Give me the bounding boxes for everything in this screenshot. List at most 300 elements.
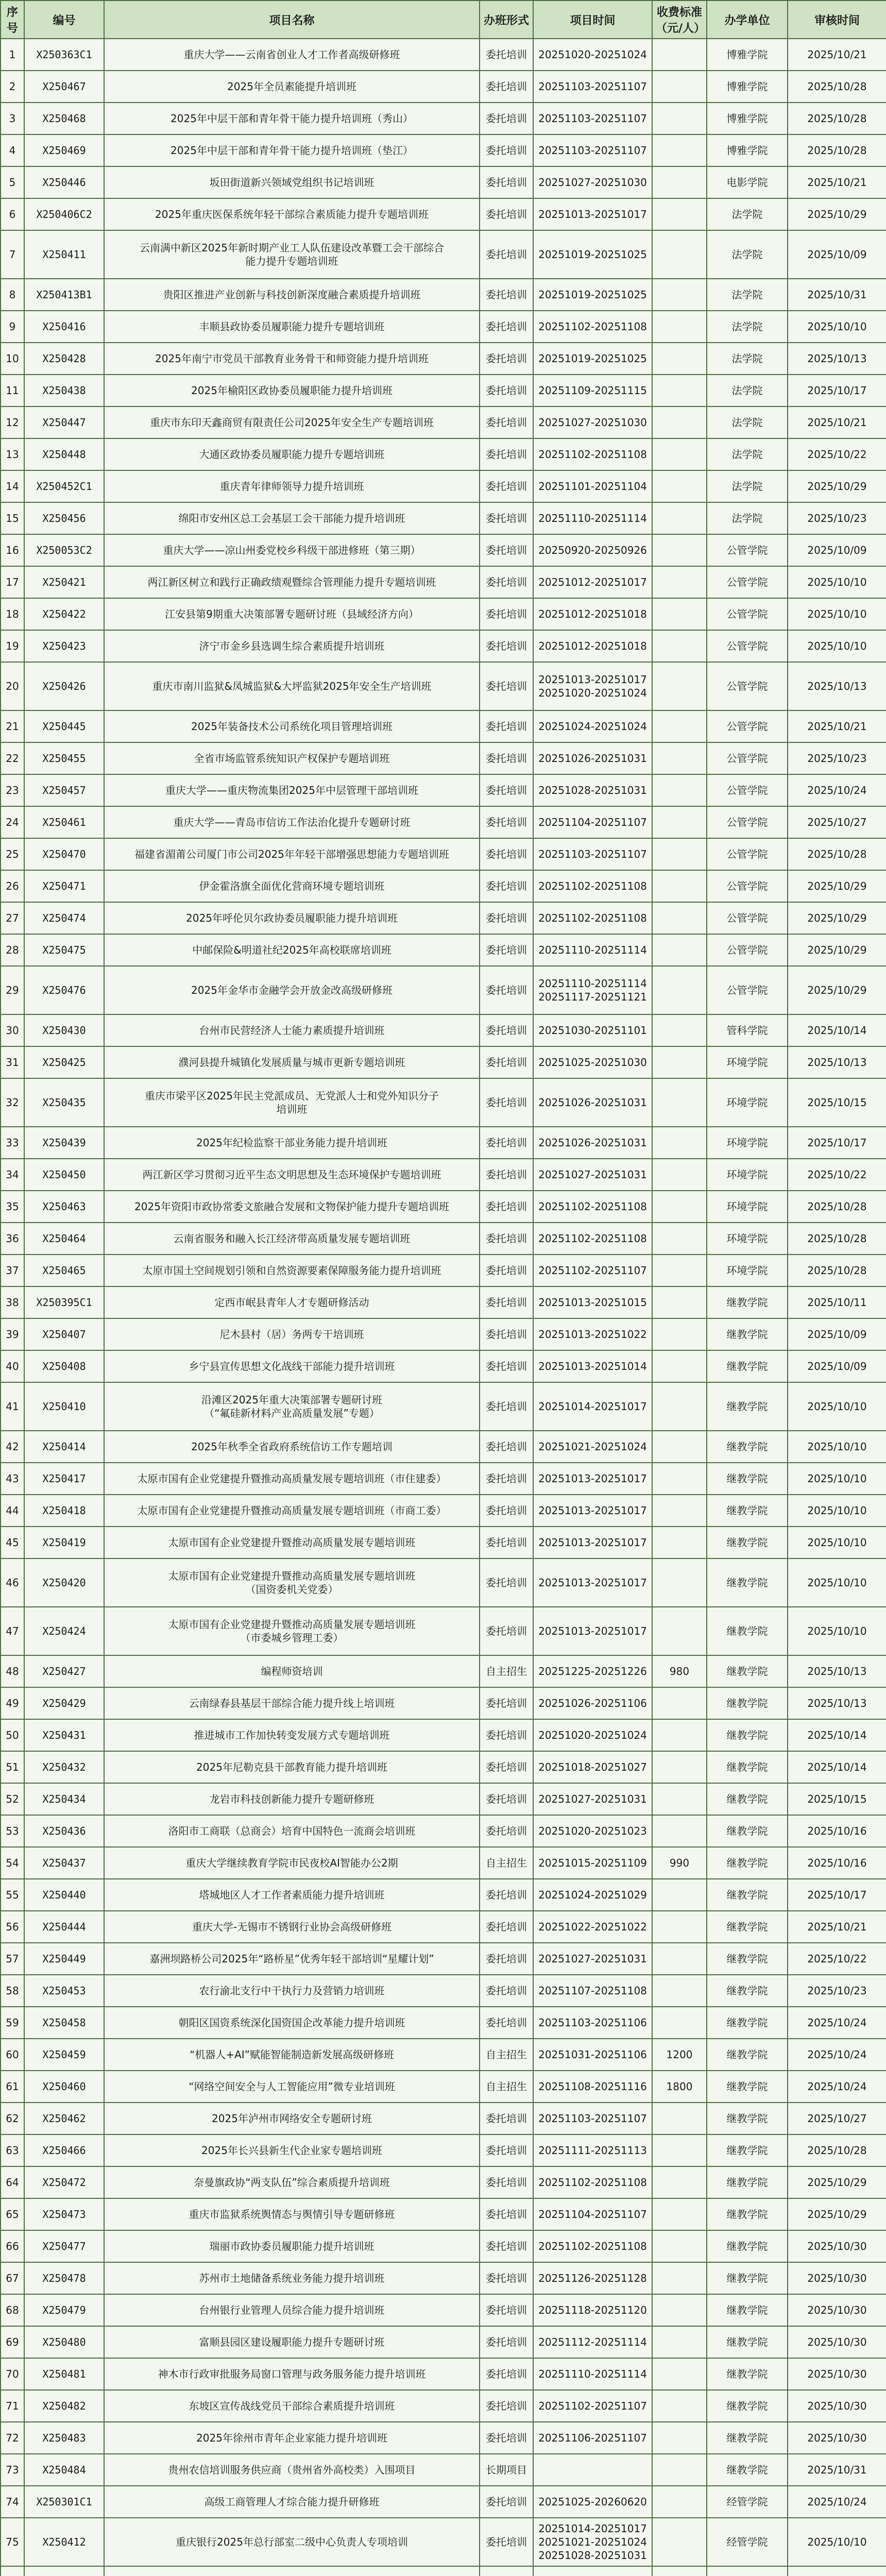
cell-unit: 继教学院 (707, 2422, 788, 2454)
cell-project-name: 重庆市南川监狱&凤城监狱&大坪监狱2025年安全生产培训班 (104, 662, 480, 710)
cell-unit: 环境学院 (707, 1078, 788, 1127)
cell-unit: 公管学院 (707, 774, 788, 806)
cell-index: 51 (1, 1751, 24, 1783)
cell-code: X250301C1 (24, 2486, 104, 2518)
cell-index: 55 (1, 1879, 24, 1911)
table-row (1, 1607, 886, 1655)
cell-code: X250423 (24, 630, 104, 662)
cell-project-name: 重庆市东印天鑫商贸有限责任公司2025年安全生产专题培训班 (104, 406, 480, 438)
cell-unit: 继教学院 (707, 2326, 788, 2358)
cell-review-date: 2025/10/29 (788, 966, 886, 1014)
cell-period: 20251014-20251017 (533, 1382, 652, 1431)
cell-fee (652, 2454, 707, 2486)
cell-format: 委托培训 (480, 1255, 533, 1286)
cell-review-date (788, 2566, 886, 2576)
cell-unit: 环境学院 (707, 1159, 788, 1191)
cell-index: 28 (1, 934, 24, 966)
cell-review-date: 2025/10/10 (788, 598, 886, 630)
cell-index: 68 (1, 2294, 24, 2326)
cell-period: 20251013-20251017 (533, 1607, 652, 1655)
cell-fee (652, 934, 707, 966)
cell-format: 委托培训 (480, 1286, 533, 1318)
table-row (1, 1191, 886, 1223)
cell-fee (652, 1223, 707, 1255)
cell-project-name: 重庆大学——凉山州委党校乡科级干部进修班（第三期） (104, 534, 480, 566)
cell-fee (652, 2007, 707, 2039)
cell-period: 20251021-20251024 (533, 1431, 652, 1463)
cell-unit: 博雅学院 (707, 134, 788, 166)
cell-code: X250412 (24, 2518, 104, 2566)
cell-format: 委托培训 (480, 1527, 533, 1558)
cell-review-date: 2025/10/24 (788, 2486, 886, 2518)
cell-project-name: 云南满中新区2025年新时期产业工人队伍建设改革暨工会干部综合 能力提升专题培训班 (104, 230, 480, 279)
cell-review-date: 2025/10/10 (788, 630, 886, 662)
cell-fee (652, 2294, 707, 2326)
cell-fee: 1200 (652, 2039, 707, 2071)
cell-project-name: 2025年装备技术公司系统化项目管理培训班 (104, 710, 480, 742)
cell-format: 委托培训 (480, 166, 533, 198)
cell-period: 20251102-20251108 (533, 902, 652, 934)
cell-format: 自主招生 (480, 1655, 533, 1687)
cell-code: X250411 (24, 230, 104, 279)
cell-index: 24 (1, 806, 24, 838)
cell-unit: 公管学院 (707, 534, 788, 566)
cell-index: 7 (1, 230, 24, 279)
header-index: 序号 (1, 1, 24, 39)
cell-format: 委托培训 (480, 838, 533, 870)
cell-project-name: 神木市行政审批服务局窗口管理与政务服务能力提升培训班 (104, 2358, 480, 2390)
cell-fee (652, 2422, 707, 2454)
table-row (1, 2134, 886, 2166)
cell-code: X250422 (24, 598, 104, 630)
cell-index: 44 (1, 1495, 24, 1527)
cell-code: X250439 (24, 1127, 104, 1159)
cell-fee (652, 470, 707, 502)
cell-project-name: “机器人+AI”赋能智能制造新发展高级研修班 (104, 2039, 480, 2071)
cell-index: 53 (1, 1815, 24, 1847)
table-row (1, 2071, 886, 2103)
cell-period: 20251103-20251107 (533, 134, 652, 166)
cell-code: X250475 (24, 934, 104, 966)
cell-review-date: 2025/10/28 (788, 1191, 886, 1223)
table-row (1, 966, 886, 1014)
cell-unit: 管科学院 (707, 1014, 788, 1046)
cell-format: 委托培训 (480, 134, 533, 166)
cell-period: 20251012-20251018 (533, 598, 652, 630)
cell-fee (652, 1719, 707, 1751)
cell-unit: 继教学院 (707, 1847, 788, 1879)
cell-code: X250428 (24, 343, 104, 375)
cell-format: 委托培训 (480, 1751, 533, 1783)
cell-format: 委托培训 (480, 343, 533, 375)
cell-code: X250480 (24, 2326, 104, 2358)
table-row (1, 1159, 886, 1191)
table-row (1, 2486, 886, 2518)
cell-period: 20251102-20251107 (533, 1255, 652, 1286)
cell-index: 15 (1, 502, 24, 534)
header-format: 办班形式 (480, 1, 533, 39)
cell-format: 委托培训 (480, 279, 533, 311)
cell-code: X250479 (24, 2294, 104, 2326)
cell-period: 20251026-20251106 (533, 1687, 652, 1719)
cell-code: X250481 (24, 2358, 104, 2390)
cell-period: 20251104-20251107 (533, 2198, 652, 2230)
cell-period: 20251028-20251031 (533, 774, 652, 806)
cell-review-date: 2025/10/17 (788, 1127, 886, 1159)
cell-code: X250053C2 (24, 534, 104, 566)
cell-unit: 公管学院 (707, 630, 788, 662)
table-row (1, 1463, 886, 1495)
cell-period: 20251108-20251116 (533, 2071, 652, 2103)
cell-index: 74 (1, 2486, 24, 2518)
cell-fee (652, 566, 707, 598)
cell-fee (652, 406, 707, 438)
cell-review-date: 2025/10/17 (788, 1879, 886, 1911)
cell-format: 委托培训 (480, 1127, 533, 1159)
cell-review-date: 2025/10/09 (788, 230, 886, 279)
cell-project-name: 重庆大学——云南省创业人才工作者高级研修班 (104, 39, 480, 71)
cell-period: 20251110-20251114 20251117-20251121 (533, 966, 652, 1014)
cell-project-name: 伊金霍洛旗全面优化营商环境专题培训班 (104, 870, 480, 902)
table-row (1, 1879, 886, 1911)
cell-project-name: 云南绿春县基层干部综合能力提升线上培训班 (104, 1687, 480, 1719)
cell-index: 21 (1, 710, 24, 742)
cell-format: 委托培训 (480, 2326, 533, 2358)
cell-period: 20251102-20251108 (533, 311, 652, 343)
cell-review-date: 2025/10/30 (788, 2294, 886, 2326)
cell-project-name: 贵阳区推进产业创新与科技创新深度融合素质提升培训班 (104, 279, 480, 311)
cell-format: 委托培训 (480, 1382, 533, 1431)
cell-index: 1 (1, 39, 24, 71)
cell-format: 委托培训 (480, 870, 533, 902)
cell-review-date: 2025/10/24 (788, 2071, 886, 2103)
cell-review-date: 2025/10/30 (788, 2326, 886, 2358)
cell-format: 委托培训 (480, 966, 533, 1014)
cell-index: 69 (1, 2326, 24, 2358)
cell-format: 委托培训 (480, 566, 533, 598)
cell-project-name: 2025年中层干部和青年骨干能力提升培训班（秀山） (104, 103, 480, 134)
cell-period: 20251024-20251029 (533, 1879, 652, 1911)
cell-fee (652, 375, 707, 406)
cell-fee (652, 2486, 707, 2518)
cell-format: 委托培训 (480, 1815, 533, 1847)
cell-code (24, 2566, 104, 2576)
cell-unit: 继教学院 (707, 1463, 788, 1495)
table-row (1, 438, 886, 470)
cell-code: X250461 (24, 806, 104, 838)
cell-review-date: 2025/10/13 (788, 1046, 886, 1078)
cell-review-date: 2025/10/30 (788, 2262, 886, 2294)
cell-format: 委托培训 (480, 742, 533, 774)
cell-review-date: 2025/10/28 (788, 838, 886, 870)
table-row (1, 1431, 886, 1463)
table-row (1, 1783, 886, 1815)
cell-period: 20251027-20251031 (533, 1943, 652, 1975)
cell-format: 委托培训 (480, 1911, 533, 1943)
cell-fee (652, 2230, 707, 2262)
cell-unit: 继教学院 (707, 2358, 788, 2390)
cell-project-name: 台州银行业管理人员综合能力提升培训班 (104, 2294, 480, 2326)
cell-fee (652, 2262, 707, 2294)
cell-code: X250482 (24, 2390, 104, 2422)
cell-code: X250469 (24, 134, 104, 166)
cell-index: 43 (1, 1463, 24, 1495)
cell-index: 65 (1, 2198, 24, 2230)
cell-project-name: 重庆大学-无锡市不锈钢行业协会高级研修班 (104, 1911, 480, 1943)
cell-index: 16 (1, 534, 24, 566)
cell-review-date: 2025/10/21 (788, 39, 886, 71)
cell-unit: 公管学院 (707, 966, 788, 1014)
cell-index: 30 (1, 1014, 24, 1046)
cell-fee (652, 1687, 707, 1719)
cell-index: 36 (1, 1223, 24, 1255)
cell-format: 委托培训 (480, 1350, 533, 1382)
cell-fee (652, 1078, 707, 1127)
table-row (1, 1527, 886, 1558)
cell-format: 委托培训 (480, 662, 533, 710)
table-row (1, 742, 886, 774)
table-row (1, 470, 886, 502)
cell-code: X250452C1 (24, 470, 104, 502)
cell-format: 委托培训 (480, 1495, 533, 1527)
cell-project-name: 2025年长兴县新生代企业家专题培训班 (104, 2134, 480, 2166)
cell-unit: 公管学院 (707, 838, 788, 870)
cell-format: 委托培训 (480, 438, 533, 470)
cell-review-date: 2025/10/23 (788, 502, 886, 534)
table-row (1, 1943, 886, 1975)
cell-fee (652, 1527, 707, 1558)
cell-index: 46 (1, 1558, 24, 1607)
cell-review-date: 2025/10/10 (788, 1607, 886, 1655)
cell-review-date: 2025/10/13 (788, 343, 886, 375)
table-row (1, 1751, 886, 1783)
cell-review-date: 2025/10/29 (788, 934, 886, 966)
cell-unit: 法学院 (707, 311, 788, 343)
cell-review-date: 2025/10/22 (788, 1943, 886, 1975)
cell-unit: 继教学院 (707, 1815, 788, 1847)
cell-project-name: 龙岩市科技创新能力提升专题研修班 (104, 1783, 480, 1815)
cell-format: 委托培训 (480, 39, 533, 71)
cell-format: 委托培训 (480, 2390, 533, 2422)
cell-project-name: 濮河县提升城镇化发展质量与城市更新专题培训班 (104, 1046, 480, 1078)
cell-format: 委托培训 (480, 598, 533, 630)
table-row (1, 39, 886, 71)
cell-code: X250408 (24, 1350, 104, 1382)
cell-code: X250440 (24, 1879, 104, 1911)
cell-format: 委托培训 (480, 1318, 533, 1350)
cell-review-date: 2025/10/24 (788, 2007, 886, 2039)
table-row (1, 1719, 886, 1751)
cell-project-name: 2025年南宁市党员干部教育业务骨干和师资能力提升培训班 (104, 343, 480, 375)
cell-fee (652, 1014, 707, 1046)
cell-unit: 法学院 (707, 198, 788, 230)
table-row (1, 375, 886, 406)
header-fee: 收费标准（元/人） (652, 1, 707, 39)
cell-review-date: 2025/10/22 (788, 1159, 886, 1191)
cell-unit: 环境学院 (707, 1223, 788, 1255)
cell-fee (652, 1431, 707, 1463)
cell-review-date: 2025/10/29 (788, 198, 886, 230)
cell-fee (652, 2326, 707, 2358)
cell-unit: 博雅学院 (707, 103, 788, 134)
cell-unit: 公管学院 (707, 806, 788, 838)
cell-unit: 继教学院 (707, 2166, 788, 2198)
cell-unit: 继教学院 (707, 2230, 788, 2262)
cell-review-date: 2025/10/28 (788, 103, 886, 134)
table-row (1, 2103, 886, 2134)
cell-code: X250472 (24, 2166, 104, 2198)
cell-unit: 公管学院 (707, 662, 788, 710)
cell-code: X250478 (24, 2262, 104, 2294)
cell-period (533, 2566, 652, 2576)
cell-period: 20251103-20251107 (533, 103, 652, 134)
table-row (1, 1975, 886, 2007)
cell-format: 委托培训 (480, 1687, 533, 1719)
cell-project-name: 太原市国有企业党建提升暨推动高质量发展专题培训班（市商工委） (104, 1495, 480, 1527)
cell-period: 20251106-20251107 (533, 2422, 652, 2454)
cell-unit: 继教学院 (707, 1943, 788, 1975)
cell-project-name: 富顺县园区建设履职能力提升专题研讨班 (104, 2326, 480, 2358)
cell-index: 41 (1, 1382, 24, 1431)
cell-index: 13 (1, 438, 24, 470)
cell-index: 48 (1, 1655, 24, 1687)
cell-period: 20251024-20251024 (533, 710, 652, 742)
cell-format: 委托培训 (480, 406, 533, 438)
table-row (1, 2422, 886, 2454)
table-row (1, 806, 886, 838)
cell-fee (652, 838, 707, 870)
cell-project-name: 沿滩区2025年重大决策部署专题研讨班 （“氟硅新材料产业高质量发展”专题） (104, 1382, 480, 1431)
cell-period: 20251102-20251108 (533, 2166, 652, 2198)
cell-index: 70 (1, 2358, 24, 2390)
table-row (1, 406, 886, 438)
cell-format: 委托培训 (480, 902, 533, 934)
table-row (1, 166, 886, 198)
cell-project-name: 重庆大学——青岛市信访工作法治化提升专题研讨班 (104, 806, 480, 838)
cell-code: X250468 (24, 103, 104, 134)
cell-project-name: 重庆银行2025年总行部室二级中心负责人专项培训 (104, 2518, 480, 2566)
cell-code: X250424 (24, 1607, 104, 1655)
cell-review-date: 2025/10/29 (788, 2198, 886, 2230)
cell-period: 20251020-20251023 (533, 1815, 652, 1847)
cell-index: 73 (1, 2454, 24, 2486)
cell-review-date: 2025/10/31 (788, 279, 886, 311)
table-row (1, 71, 886, 103)
cell-index: 17 (1, 566, 24, 598)
cell-fee (652, 1382, 707, 1431)
cell-code: X250459 (24, 2039, 104, 2071)
cell-review-date: 2025/10/21 (788, 166, 886, 198)
cell-index: 26 (1, 870, 24, 902)
cell-format: 委托培训 (480, 2230, 533, 2262)
cell-format: 委托培训 (480, 470, 533, 502)
cell-project-name: 奈曼旗政协“两支队伍”综合素质提升培训班 (104, 2166, 480, 2198)
cell-code: X250410 (24, 1382, 104, 1431)
cell-period: 20251026-20251031 (533, 742, 652, 774)
cell-review-date: 2025/10/17 (788, 375, 886, 406)
cell-code: X250427 (24, 1655, 104, 1687)
cell-fee (652, 1943, 707, 1975)
cell-period: 20251118-20251120 (533, 2294, 652, 2326)
cell-index: 75 (1, 2518, 24, 2566)
table-row (1, 2390, 886, 2422)
header-period: 项目时间 (533, 1, 652, 39)
cell-code: X250467 (24, 71, 104, 103)
cell-project-name: 台州市民营经济人士能力素质提升培训班 (104, 1014, 480, 1046)
cell-index: 56 (1, 1911, 24, 1943)
cell-format: 委托培训 (480, 1159, 533, 1191)
cell-period: 20251014-20251017 20251021-20251024 20251028-20251031 (533, 2518, 652, 2566)
cell-project-name: 塔城地区人才工作者素质能力提升培训班 (104, 1879, 480, 1911)
cell-unit: 继教学院 (707, 1527, 788, 1558)
cell-index: 2 (1, 71, 24, 103)
cell-index: 3 (1, 103, 24, 134)
cell-project-name: 绵阳市安州区总工会基层工会干部能力提升培训班 (104, 502, 480, 534)
cell-period: 20251103-20251106 (533, 2007, 652, 2039)
cell-project-name: 重庆大学——重庆物流集团2025年中层管理干部培训班 (104, 774, 480, 806)
cell-unit: 继教学院 (707, 2103, 788, 2134)
cell-fee (652, 134, 707, 166)
cell-index: 9 (1, 311, 24, 343)
table-row (1, 1255, 886, 1286)
cell-format: 委托培训 (480, 1975, 533, 2007)
cell-unit: 公管学院 (707, 566, 788, 598)
cell-period: 20251013-20251017 (533, 198, 652, 230)
cell-index: 37 (1, 1255, 24, 1286)
table-row (1, 2230, 886, 2262)
table-row (1, 1078, 886, 1127)
cell-index: 10 (1, 343, 24, 375)
cell-period: 20251031-20251106 (533, 2039, 652, 2071)
cell-fee (652, 311, 707, 343)
cell-project-name: 2025年徐州市青年企业家能力提升培训班 (104, 2422, 480, 2454)
cell-index: 19 (1, 630, 24, 662)
cell-review-date: 2025/10/09 (788, 1318, 886, 1350)
cell-index: 64 (1, 2166, 24, 2198)
table-row (1, 870, 886, 902)
cell-format: 委托培训 (480, 2518, 533, 2566)
table-row (1, 134, 886, 166)
cell-review-date: 2025/10/22 (788, 438, 886, 470)
cell-project-name: 大通区政协委员履职能力提升专题培训班 (104, 438, 480, 470)
cell-fee (652, 598, 707, 630)
cell-index: 50 (1, 1719, 24, 1751)
cell-unit: 经管学院 (707, 2486, 788, 2518)
cell-review-date: 2025/10/30 (788, 2422, 886, 2454)
cell-index: 57 (1, 1943, 24, 1975)
cell-unit: 继教学院 (707, 1558, 788, 1607)
cell-format: 委托培训 (480, 2134, 533, 2166)
cell-unit: 继教学院 (707, 1655, 788, 1687)
cell-index: 71 (1, 2390, 24, 2422)
cell-code: X250429 (24, 1687, 104, 1719)
cell-review-date: 2025/10/30 (788, 2230, 886, 2262)
cell-period: 20251013-20251017 (533, 1495, 652, 1527)
cell-project-name: 两江新区学习贯彻习近平生态文明思想及生态环境保护专题培训班 (104, 1159, 480, 1191)
cell-review-date: 2025/10/28 (788, 2134, 886, 2166)
cell-fee (652, 2198, 707, 2230)
cell-unit: 公管学院 (707, 742, 788, 774)
cell-period: 20251103-20251107 (533, 838, 652, 870)
cell-period: 20251109-20251115 (533, 375, 652, 406)
cell-unit: 继教学院 (707, 2262, 788, 2294)
table-row (1, 902, 886, 934)
cell-format: 委托培训 (480, 1431, 533, 1463)
cell-review-date: 2025/10/28 (788, 1223, 886, 1255)
cell-unit: 环境学院 (707, 1046, 788, 1078)
cell-period: 20251018-20251027 (533, 1751, 652, 1783)
cell-fee (652, 1463, 707, 1495)
